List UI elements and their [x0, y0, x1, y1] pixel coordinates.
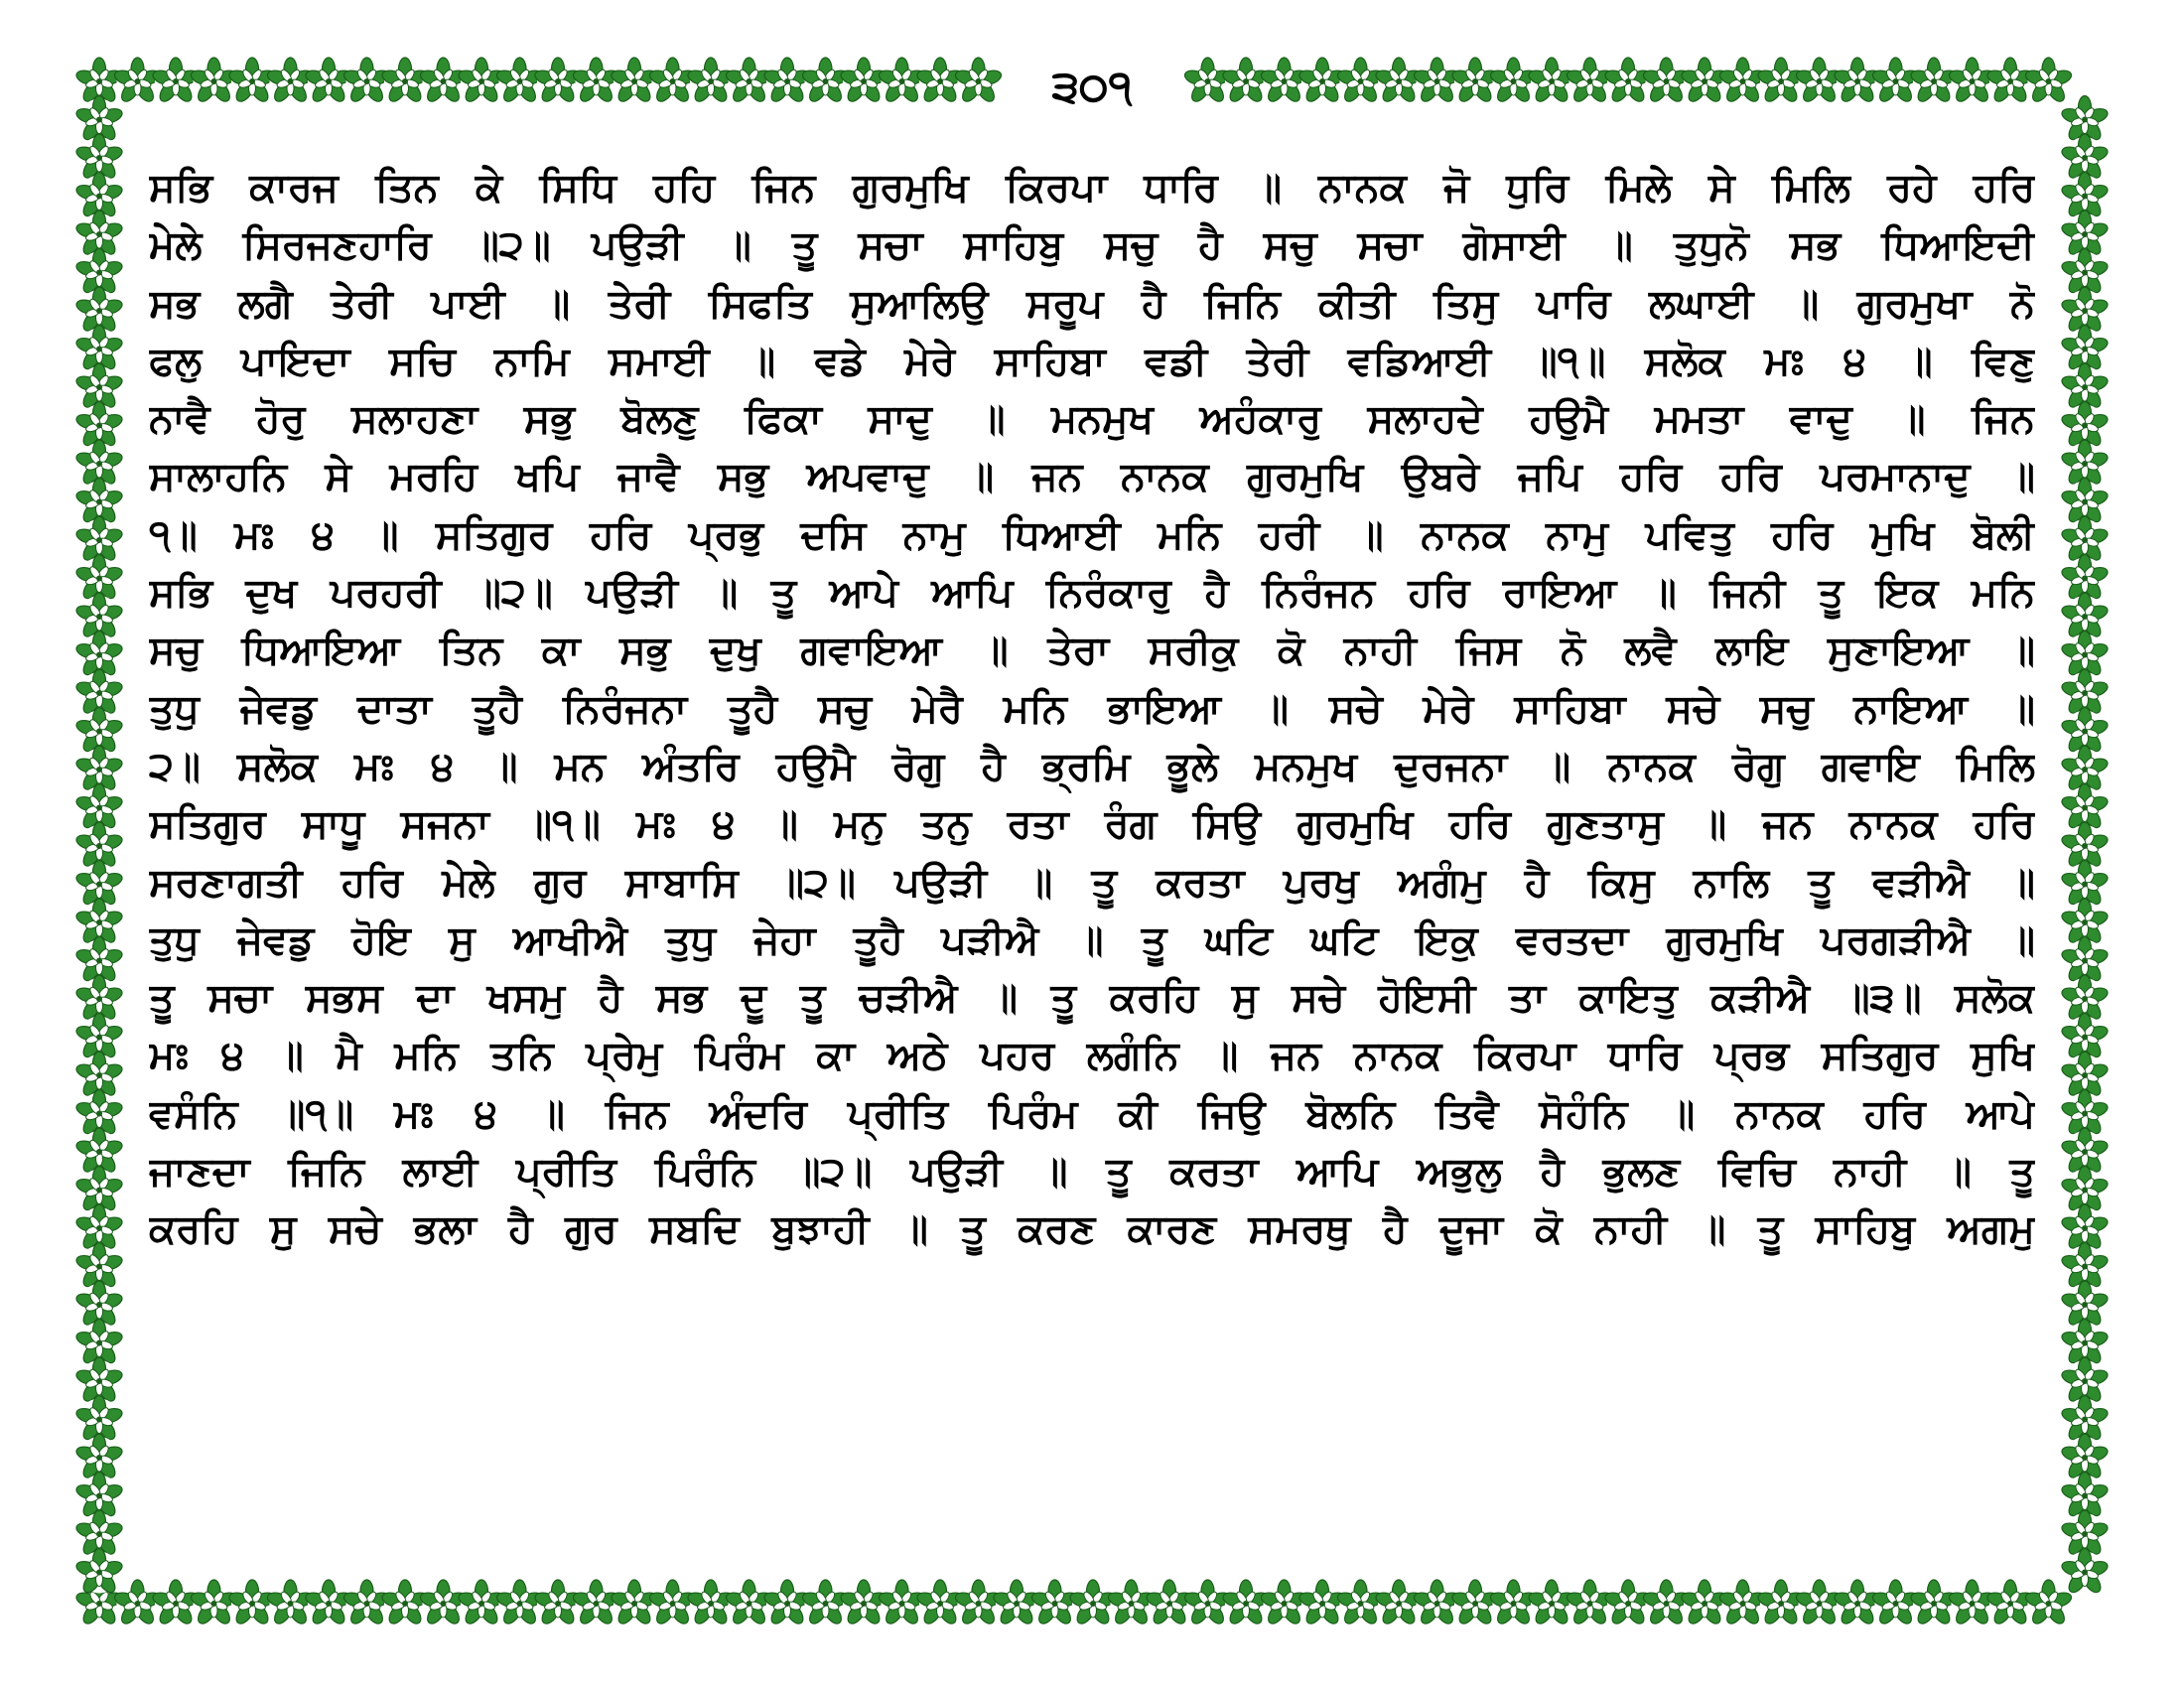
- flower-icon: [266, 1580, 316, 1626]
- text-line: ਤੁਧੁ ਜੇਵਡੁ ਦਾਤਾ ਤੂਹੈ ਨਿਰੰਜਨਾ ਤੂਹੈ ਸਚੁ ਮੇਰੈ ਮਨਿ ਭਾਇਆ ॥ ਸਚੇ ਮੇਰੇ ਸਾਹਿਬਾ ਸਚੇ ਸਚੁ ਨਾਇਆ ॥: [149, 685, 2035, 732]
- flower-icon: [457, 1580, 506, 1626]
- flower-icon: [1642, 1580, 1692, 1626]
- text-line: ਨਾਵੈ ਹੋਰੁ ਸਲਾਹਣਾ ਸਭੁ ਬੋਲਣੁ ਫਿਕਾ ਸਾਦੁ ॥ ਮਨਮੁਖ ਅਹੰਕਾਰੁ ਸਲਾਹਦੇ ਹਉਮੈ ਮਮਤਾ ਵਾਦੁ ॥ ਜਿਨ: [149, 396, 2035, 443]
- flower-icon: [457, 58, 506, 104]
- flower-icon: [190, 58, 239, 104]
- flower-icon: [342, 58, 392, 104]
- flower-icon: [725, 1580, 774, 1626]
- flower-icon: [1833, 1580, 1882, 1626]
- flower-icon: [227, 1580, 277, 1626]
- flower-icon: [1107, 1580, 1157, 1626]
- text-line: ਤੁਧੁ ਜੇਵਡੁ ਹੋਇ ਸੁ ਆਖੀਐ ਤੁਧੁ ਜੇਹਾ ਤੂਹੈ ਪੜੀਐ ॥ ਤੂ ਘਟਿ ਘਟਿ ਇਕੁ ਵਰਤਦਾ ਗੁਰਮੁਖਿ ਪਰਗੜੀਐ ॥: [149, 916, 2035, 963]
- page-number: ੩੦੧: [1032, 58, 1152, 117]
- flower-icon: [113, 1580, 163, 1626]
- flower-icon: [801, 58, 851, 104]
- flower-icon: [1260, 1580, 1309, 1626]
- text-line: ਫਲੁ ਪਾਇਦਾ ਸਚਿ ਨਾਮਿ ਸਮਾਈ ॥ ਵਡੇ ਮੇਰੇ ਸਾਹਿਬਾ ਵਡੀ ਤੇਰੀ ਵਡਿਆਈ ॥੧॥ ਸਲੋਕ ਮਃ ੪ ॥ ਵਿਣੁ: [149, 338, 2035, 384]
- text-line: ਤੂ ਸਚਾ ਸਭਸ ਦਾ ਖਸਮੁ ਹੈ ਸਭ ਦੂ ਤੂ ਚੜੀਐ ॥ ਤੂ ਕਰਹਿ ਸੁ ਸਚੇ ਹੋਇਸੀ ਤਾ ਕਾਇਤੁ ਕੜੀਐ ॥੩॥ ਸਲੋਕ: [149, 975, 2035, 1022]
- text-line: ਵਸੰਨਿ ॥੧॥ ਮਃ ੪ ॥ ਜਿਨ ਅੰਦਰਿ ਪ੍ਰੀਤਿ ਪਿਰੰਮ ਕੀ ਜਿਉ ਬੋਲਨਿ ਤਿਵੈ ਸੋਹੰਨਿ ॥ ਨਾਨਕ ਹਰਿ ਆਪੇ: [149, 1090, 2035, 1137]
- text-line: ਸਭ ਲਗੈ ਤੇਰੀ ਪਾਈ ॥ ਤੇਰੀ ਸਿਫਤਿ ਸੁਆਲਿਉ ਸਰੂਪ ਹੈ ਜਿਨਿ ਕੀਤੀ ਤਿਸੁ ਪਾਰਿ ਲਘਾਈ ॥ ਗੁਰਮੁਖਾ ਨੋ: [149, 280, 2035, 327]
- text-line: ਮੇਲੇ ਸਿਰਜਣਹਾਰਿ ॥੨॥ ਪਉੜੀ ॥ ਤੂ ਸਚਾ ਸਾਹਿਬੁ ਸਚੁ ਹੈ ਸਚੁ ਸਚਾ ਗੋਸਾਈ ॥ ਤੁਧੁਨੋ ਸਭ ਧਿਆਇਦੀ: [149, 222, 2035, 269]
- flower-icon: [954, 1580, 1004, 1626]
- flower-icon: [801, 1580, 851, 1626]
- text-line: ੧॥ ਮਃ ੪ ॥ ਸਤਿਗੁਰ ਹਰਿ ਪ੍ਰਭੁ ਦਸਿ ਨਾਮੁ ਧਿਆਈ ਮਨਿ ਹਰੀ ॥ ਨਾਨਕ ਨਾਮੁ ਪਵਿਤੁ ਹਰਿ ਮੁਖਿ ਬੋਲੀ: [149, 511, 2035, 558]
- flower-icon: [1336, 58, 1386, 104]
- flower-icon: [1680, 58, 1729, 104]
- flower-icon: [954, 58, 1004, 104]
- flower-icon: [1871, 58, 1921, 104]
- flower-icon: [1183, 58, 1233, 104]
- flower-icon: [533, 1580, 583, 1626]
- flower-icon: [1948, 1580, 1997, 1626]
- flower-icon: [1642, 58, 1692, 104]
- flower-icon: [1566, 58, 1615, 104]
- flower-icon: [992, 1580, 1041, 1626]
- flower-icon: [1413, 58, 1462, 104]
- text-line: ਜਾਣਦਾ ਜਿਨਿ ਲਾਈ ਪ੍ਰੀਤਿ ਪਿਰੰਨਿ ॥੨॥ ਪਉੜੀ ॥ ਤੂ ਕਰਤਾ ਆਪਿ ਅਭੁਲੁ ਹੈ ਭੁਲਣ ਵਿਚਿ ਨਾਹੀ ॥ ਤੂ: [149, 1149, 2035, 1196]
- flower-icon: [648, 58, 698, 104]
- flower-icon: [1145, 1580, 1194, 1626]
- flower-icon: [74, 1549, 124, 1596]
- flower-icon: [878, 1580, 927, 1626]
- text-line: ਮਃ ੪ ॥ ਮੈ ਮਨਿ ਤਨਿ ਪ੍ਰੇਮੁ ਪਿਰੰਮ ਕਾ ਅਠੇ ਪਹਰ ਲਗੰਨਿ ॥ ਜਨ ਨਾਨਕ ਕਿਰਪਾ ਧਾਰਿ ਪ੍ਰਭ ਸਤਿਗੁਰ ਸੁਖਿ: [149, 1033, 2035, 1079]
- flower-icon: [1527, 58, 1576, 104]
- flower-icon: [915, 58, 965, 104]
- flower-icon: [1985, 1580, 2035, 1626]
- flower-icon: [533, 58, 583, 104]
- flower-icon: [1833, 58, 1882, 104]
- flower-icon: [1756, 58, 1806, 104]
- flower-icon: [190, 1580, 239, 1626]
- flower-icon: [725, 58, 774, 104]
- flower-icon: [762, 58, 812, 104]
- flower-icon: [572, 1580, 621, 1626]
- flower-icon: [1948, 58, 1997, 104]
- flower-icon: [227, 58, 277, 104]
- flower-icon: [380, 58, 430, 104]
- flower-icon: [1871, 1580, 1921, 1626]
- text-line: ਸਚੁ ਧਿਆਇਆ ਤਿਨ ਕਾ ਸਭੁ ਦੁਖੁ ਗਵਾਇਆ ॥ ਤੇਰਾ ਸਰੀਕੁ ਕੋ ਨਾਹੀ ਜਿਸ ਨੋ ਲਵੈ ਲਾਇ ਸੁਣਾਇਆ ॥: [149, 628, 2035, 674]
- flower-icon: [2024, 1580, 2074, 1626]
- flower-icon: [610, 58, 659, 104]
- flower-icon: [1489, 58, 1539, 104]
- flower-icon: [2060, 1549, 2110, 1596]
- flower-icon: [1909, 1580, 1959, 1626]
- text-line: ਸਰਣਾਗਤੀ ਹਰਿ ਮੇਲੇ ਗੁਰ ਸਾਬਾਸਿ ॥੨॥ ਪਉੜੀ ॥ ਤੂ ਕਰਤਾ ਪੁਰਖੁ ਅਗੰਮੁ ਹੈ ਕਿਸੁ ਨਾਲਿ ਤੂ ਵੜੀਐ ॥: [149, 859, 2035, 906]
- flower-icon: [2024, 58, 2074, 104]
- flower-icon: [1183, 1580, 1233, 1626]
- flower-icon: [1374, 58, 1424, 104]
- flower-icon: [686, 1580, 736, 1626]
- flower-icon: [1221, 1580, 1271, 1626]
- flower-icon: [1566, 1580, 1615, 1626]
- flower-icon: [151, 58, 201, 104]
- flower-icon: [1450, 58, 1500, 104]
- flower-icon: [1527, 1580, 1576, 1626]
- flower-icon: [419, 1580, 469, 1626]
- flower-icon: [1795, 1580, 1844, 1626]
- scripture-text: [149, 161, 2035, 1531]
- flower-icon: [839, 1580, 888, 1626]
- text-line: ਸਾਲਾਹਨਿ ਸੇ ਮਰਹਿ ਖਪਿ ਜਾਵੈ ਸਭੁ ਅਪਵਾਦੁ ॥ ਜਨ ਨਾਨਕ ਗੁਰਮੁਖਿ ਉਬਰੇ ਜਪਿ ਹਰਿ ਹਰਿ ਪਰਮਾਨਾਦੁ ॥: [149, 454, 2035, 500]
- flower-icon: [342, 1580, 392, 1626]
- flower-icon: [1068, 1580, 1118, 1626]
- flower-icon: [1718, 1580, 1768, 1626]
- flower-icon: [1603, 58, 1653, 104]
- flower-icon: [1260, 58, 1309, 104]
- flower-icon: [1336, 1580, 1386, 1626]
- flower-icon: [1795, 58, 1844, 104]
- text-line: ਕਰਹਿ ਸੁ ਸਚੇ ਭਲਾ ਹੈ ਗੁਰ ਸਬਦਿ ਬੁਝਾਹੀ ॥ ਤੂ ਕਰਣ ਕਾਰਣ ਸਮਰਥੁ ਹੈ ਦੂਜਾ ਕੋ ਨਾਹੀ ॥ ਤੂ ਸਾਹਿਬੁ ਅਗਮੁ: [149, 1206, 2035, 1253]
- text-line: ੨॥ ਸਲੋਕ ਮਃ ੪ ॥ ਮਨ ਅੰਤਰਿ ਹਉਮੈ ਰੋਗੁ ਹੈ ਭ੍ਰਮਿ ਭੂਲੇ ਮਨਮੁਖ ਦੁਰਜਨਾ ॥ ਨਾਨਕ ਰੋਗੁ ਗਵਾਇ ਮਿਲਿ: [149, 743, 2035, 789]
- flower-icon: [113, 58, 163, 104]
- flower-icon: [1489, 1580, 1539, 1626]
- flower-icon: [1374, 1580, 1424, 1626]
- flower-icon: [1450, 1580, 1500, 1626]
- flower-icon: [1756, 1580, 1806, 1626]
- flower-icon: [1221, 58, 1271, 104]
- flower-icon: [915, 1580, 965, 1626]
- flower-icon: [839, 58, 888, 104]
- flower-icon: [495, 58, 545, 104]
- text-line: ਸਤਿਗੁਰ ਸਾਧੂ ਸਜਨਾ ॥੧॥ ਮਃ ੪ ॥ ਮਨੁ ਤਨੁ ਰਤਾ ਰੰਗ ਸਿਉ ਗੁਰਮੁਖਿ ਹਰਿ ਗੁਣਤਾਸੁ ॥ ਜਨ ਨਾਨਕ ਹਰਿ: [149, 801, 2035, 848]
- flower-icon: [419, 58, 469, 104]
- flower-icon: [1413, 1580, 1462, 1626]
- flower-icon: [151, 1580, 201, 1626]
- flower-icon: [1603, 1580, 1653, 1626]
- text-line: ਸਭਿ ਕਾਰਜ ਤਿਨ ਕੇ ਸਿਧਿ ਹਹਿ ਜਿਨ ਗੁਰਮੁਖਿ ਕਿਰਪਾ ਧਾਰਿ ॥ ਨਾਨਕ ਜੋ ਧੁਰਿ ਮਿਲੇ ਸੇ ਮਿਲਿ ਰਹੇ ਹਰਿ: [149, 165, 2035, 211]
- flower-icon: [266, 58, 316, 104]
- flower-icon: [1030, 1580, 1080, 1626]
- flower-icon: [572, 58, 621, 104]
- text-line: ਸਭਿ ਦੁਖ ਪਰਹਰੀ ॥੨॥ ਪਉੜੀ ॥ ਤੂ ਆਪੇ ਆਪਿ ਨਿਰੰਕਾਰੁ ਹੈ ਨਿਰੰਜਨ ਹਰਿ ਰਾਇਆ ॥ ਜਿਨੀ ਤੂ ਇਕ ਮਨਿ: [149, 570, 2035, 617]
- flower-icon: [1297, 1580, 1347, 1626]
- flower-icon: [1909, 58, 1959, 104]
- flower-icon: [380, 1580, 430, 1626]
- flower-icon: [878, 58, 927, 104]
- flower-icon: [1297, 58, 1347, 104]
- flower-icon: [495, 1580, 545, 1626]
- flower-icon: [1985, 58, 2035, 104]
- flower-icon: [304, 1580, 353, 1626]
- flower-icon: [304, 58, 353, 104]
- flower-icon: [762, 1580, 812, 1626]
- flower-icon: [610, 1580, 659, 1626]
- flower-icon: [1680, 1580, 1729, 1626]
- flower-icon: [1718, 58, 1768, 104]
- flower-icon: [648, 1580, 698, 1626]
- flower-icon: [686, 58, 736, 104]
